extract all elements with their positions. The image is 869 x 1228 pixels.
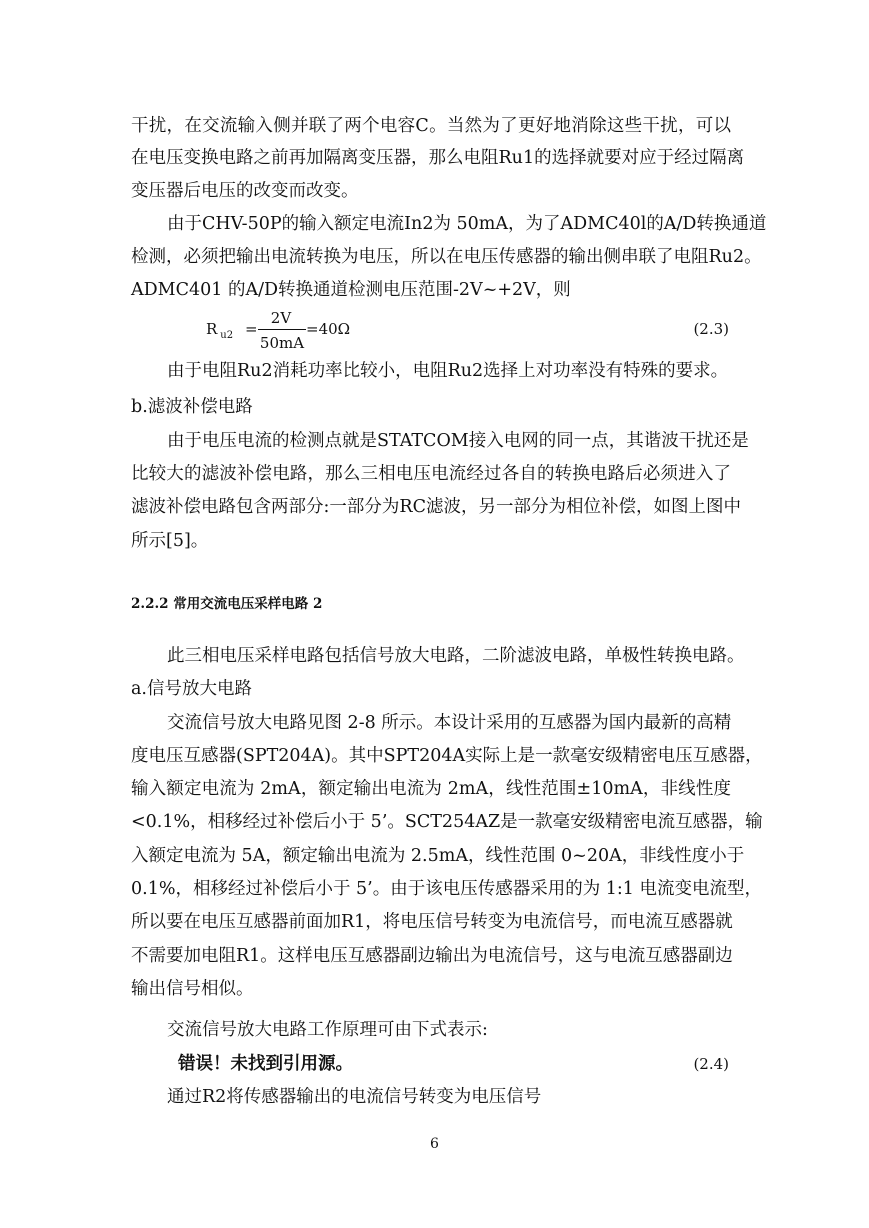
paragraph-line: 检测，必须把输出电流转换为电压，所以在电压传感器的输出侧串联了电阻Ru2。 (131, 247, 762, 267)
paragraph-line: 0.1%，相移经过补偿后小于 5’。由于该电压传感器采用的为 1:1 电流变电流型， (131, 879, 763, 899)
page-number: 6 (430, 1136, 439, 1152)
paragraph-line: 所示[5]。 (131, 531, 209, 551)
section-heading: 2.2.2 常用交流电压采样电路 2 (131, 596, 323, 612)
paragraph-line: 度电压互感器(SPT204A)。其中SPT204A实际上是一款毫安级精密电压互感器， (131, 746, 763, 766)
paragraph-line: 此三相电压采样电路包括信号放大电路，二阶滤波电路，单极性转换电路。 (167, 646, 745, 666)
paragraph-line: 滤波补偿电路包含两部分:一部分为RC滤波，另一部分为相位补偿，如图上图中 (131, 497, 741, 517)
paragraph-line: 不需要加电阻R1。这样电压互感器副边输出为电流信号，这与电流互感器副边 (131, 946, 733, 966)
equation-number: (2.3) (693, 320, 729, 338)
paragraph-line: 干扰，在交流输入侧并联了两个电容C。当然为了更好地消除这些干扰，可以 (131, 116, 731, 136)
paragraph-line: 输出信号相似。 (131, 979, 254, 999)
paragraph-line: 输入额定电流为 2mA，额定输出电流为 2mA，线性范围±10mA，非线性度 (131, 779, 731, 799)
paragraph-line: 由于电阻Ru2消耗功率比较小，电阻Ru2选择上对功率没有特殊的要求。 (167, 361, 729, 381)
eq-sign: = (245, 320, 258, 338)
subheading-a: a.信号放大电路 (131, 679, 252, 699)
eq-lhs: R $_{u2}$ (206, 320, 234, 341)
paragraph-line: 由于电压电流的检测点就是STATCOM接入电网的同一点，其谐波干扰还是 (167, 431, 749, 451)
subheading-b: b.滤波补偿电路 (131, 397, 253, 417)
paragraph-line: 由于CHV-50P的输入额定电流In2为 50mA，为了ADMC40l的A/D转换通道 (167, 214, 767, 234)
paragraph-line: 比较大的滤波补偿电路，那么三相电压电流经过各自的转换电路后必须进入了 (131, 464, 731, 484)
equation-2-4-error: 错误！未找到引用源。 (178, 1054, 353, 1074)
paragraph-line: <0.1%，相移经过补偿后小于 5’。SCT254AZ是一款毫安级精密电流互感器，输 (131, 812, 763, 832)
eq-denominator: 50mA (259, 334, 305, 352)
paragraph-line: 变压器后电压的改变而改变。 (131, 181, 359, 201)
equation-number: (2.4) (693, 1055, 729, 1073)
paragraph-line: 通过R2将传感器输出的电流信号转变为电压信号 (167, 1087, 542, 1107)
paragraph-line: 交流信号放大电路见图 2-8 所示。本设计采用的互感器为国内最新的高精 (167, 713, 732, 733)
paragraph-line: 入额定电流为 5A，额定输出电流为 2.5mA，线性范围 0~20A，非线性度小于 (131, 846, 745, 866)
eq-numerator: 2V (270, 309, 292, 327)
paragraph-line: 交流信号放大电路工作原理可由下式表示: (167, 1020, 488, 1040)
eq-rhs: =40Ω (306, 320, 351, 338)
paragraph-line: ADMC401 的A/D转换通道检测电压范围-2V~+2V，则 (131, 280, 571, 300)
paragraph-line: 所以要在电压互感器前面加R1，将电压信号转变为电流信号，而电流互感器就 (131, 912, 733, 932)
paragraph-line: 在电压变换电路之前再加隔离变压器，那么电阻Ru1的选择就要对应于经过隔离 (131, 148, 745, 168)
fraction-bar (258, 329, 306, 330)
